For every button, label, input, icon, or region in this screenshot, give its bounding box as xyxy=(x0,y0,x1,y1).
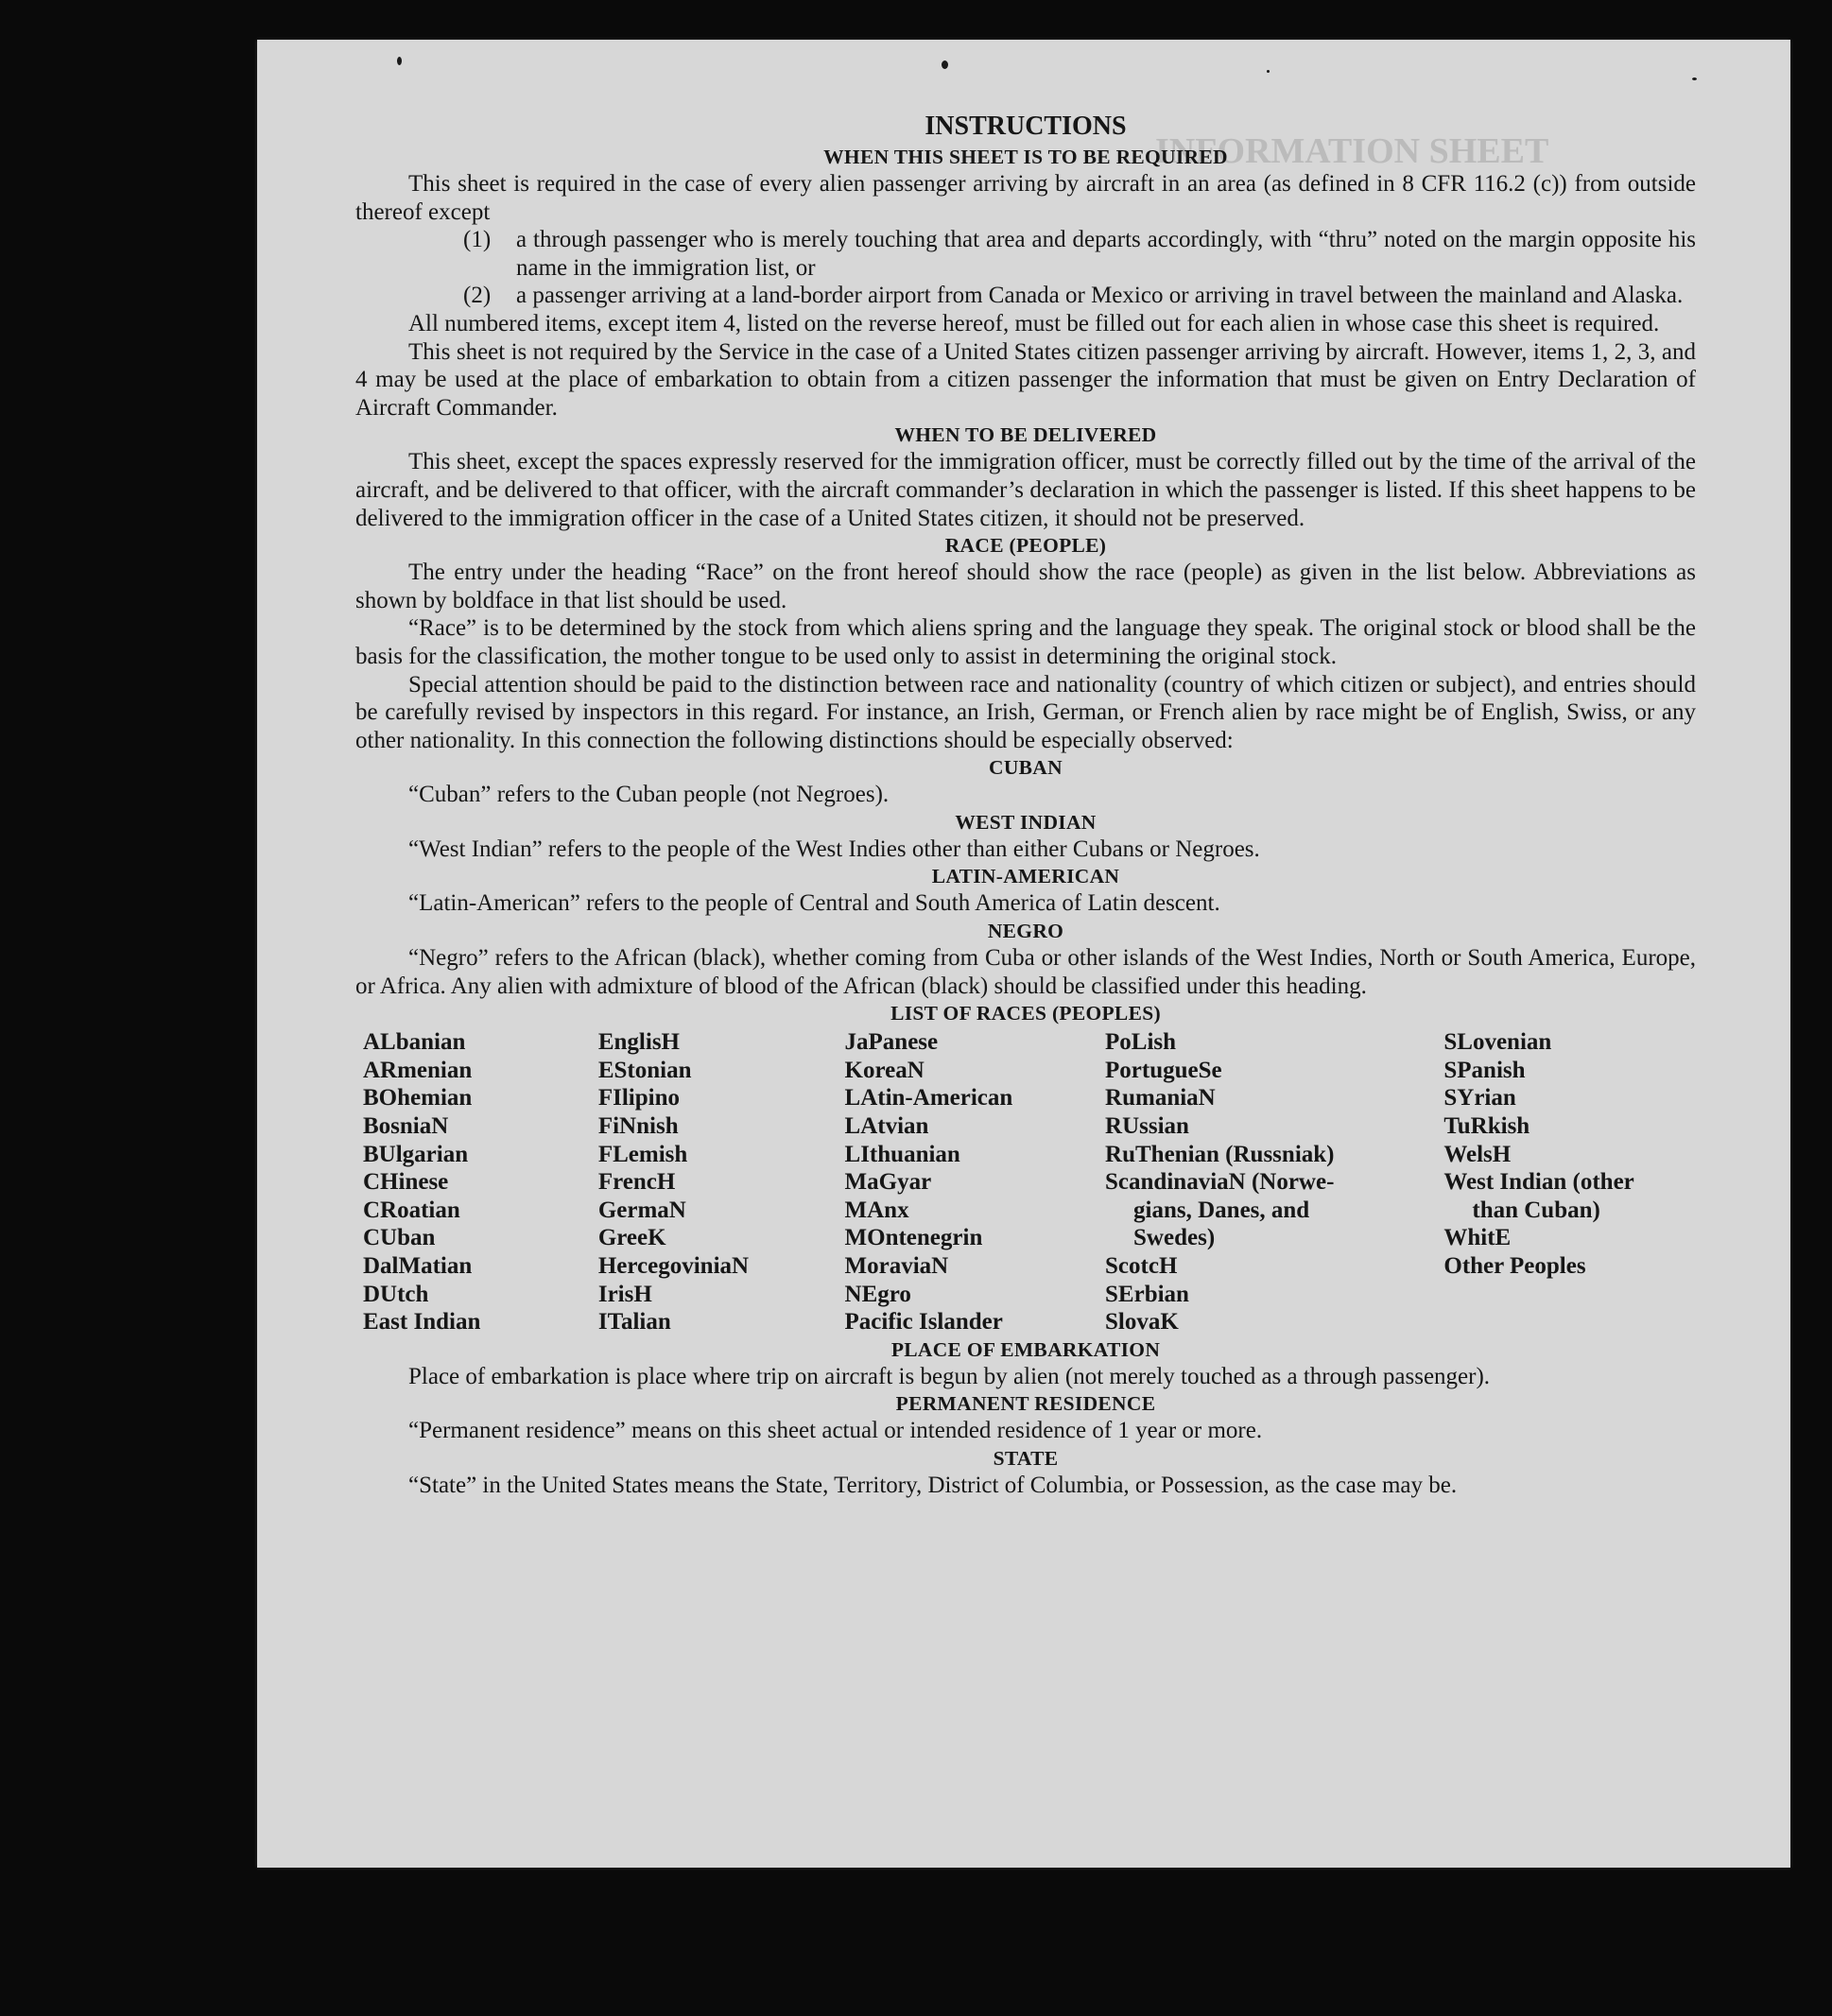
race-entry-continuation: gians, Danes, and xyxy=(1133,1197,1310,1223)
race-entry: ScandinaviaN (Norwe- xyxy=(1105,1169,1335,1196)
races-list xyxy=(355,1028,1696,1336)
page-title: INSTRUCTIONS xyxy=(925,112,1127,141)
paragraph-race-entry: The entry under the heading “Race” on the front hereof should show the race (people) as given in the list below. Abbreviations as shown by boldface in that list should be used. xyxy=(355,560,1696,613)
race-entry: Other Peoples xyxy=(1443,1253,1586,1279)
race-entry: RuThenian (Russniak) xyxy=(1105,1141,1335,1167)
race-entry: WelsH xyxy=(1443,1141,1512,1167)
race-entry: FLemish xyxy=(597,1141,688,1167)
race-entry: LAtin-American xyxy=(844,1085,1013,1111)
section-heading-negro: NEGRO xyxy=(987,920,1064,943)
race-entry: MAnx xyxy=(844,1197,909,1223)
race-entry: BosniaN xyxy=(363,1113,449,1140)
paragraph-intro: This sheet is required in the case of every alien passenger arriving by aircraft in an area (as defined in 8 CFR 116.2 (c)) from outside thereof except xyxy=(355,171,1696,225)
paragraph-race-nationality: Special attention should be paid to the distinction between race and nationality (country of which citizen or subject), and entries should be carefully revised by inspectors in this regard. For instance, an Irish, German, or French alien by race might be of English, Swiss, or any other nationality. In this connection the following distinctions should be especially observed: xyxy=(355,671,1696,753)
race-entry: FIlipino xyxy=(597,1085,680,1111)
race-entry: SPanish xyxy=(1443,1057,1526,1083)
paragraph-citizen: This sheet is not required by the Service in the case of a United States citizen passenger arriving by aircraft. However, items 1, 2, 3, and 4 may be used at the place of embarkation to obtain from a citizen passenger the information that must be given on Entry Declaration of Aircraft Commander. xyxy=(355,338,1696,421)
races-column-2 xyxy=(598,1028,845,1336)
race-entry: HercegoviniaN xyxy=(597,1253,750,1279)
race-entry: CUban xyxy=(363,1225,436,1251)
race-entry: SYrian xyxy=(1443,1085,1516,1111)
race-entry: JaPanese xyxy=(844,1029,939,1056)
race-entry: East Indian xyxy=(363,1309,481,1335)
race-entry: ITalian xyxy=(597,1309,671,1335)
paragraph-latin-american: “Latin-American” refers to the people of Central and South America of Latin descent. xyxy=(408,890,1220,917)
race-entry: ARmenian xyxy=(363,1057,473,1083)
list-item-text: a through passenger who is merely touching that area and departs accordingly, with “thru” noted on the margin opposite his name in the immigration list, or xyxy=(516,227,1696,281)
race-entry: GreeK xyxy=(597,1225,666,1251)
races-column-5 xyxy=(1443,1028,1696,1336)
race-entry: KoreaN xyxy=(844,1057,925,1083)
race-entry-continuation: Swedes) xyxy=(1133,1225,1216,1251)
list-item-text: a passenger arriving at a land-border airport from Canada or Mexico or arriving in travel between the mainland and Alaska. xyxy=(516,283,1684,309)
list-item-number: (1) xyxy=(463,227,492,253)
instructions-content xyxy=(355,110,1696,1500)
section-heading-cuban: CUBAN xyxy=(989,756,1063,780)
bleed-through-text: INFORMATION SHEET xyxy=(1155,131,1549,171)
race-entry: NEgro xyxy=(844,1281,911,1307)
races-column-3 xyxy=(845,1028,1106,1336)
race-entry: CHinese xyxy=(363,1169,449,1196)
paragraph-delivery: This sheet, except the spaces expressly reserved for the immigration officer, must be correctly filled out by the time of the arrival of the aircraft, and be delivered to that officer, with the aircraft commander’s declaration in which the passenger is listed. If this sheet happens to be delivered to the immigration officer in the case of a United States citizen, it should not be preserved. xyxy=(355,449,1696,531)
list-item-2 xyxy=(355,282,1696,310)
race-entry: FiNnish xyxy=(597,1113,679,1140)
race-entry: DUtch xyxy=(363,1281,429,1307)
section-heading-when-required: WHEN THIS SHEET IS TO BE REQUIRED xyxy=(823,146,1228,168)
speck xyxy=(1692,78,1697,80)
paragraph-west-indian: “West Indian” refers to the people of the West Indies other than either Cubans or Negroes. xyxy=(408,836,1260,862)
section-heading-latin-american: LATIN-AMERICAN xyxy=(931,865,1120,888)
paragraph-cuban: “Cuban” refers to the Cuban people (not Negroes). xyxy=(408,782,890,808)
race-entry: DalMatian xyxy=(363,1253,473,1279)
section-heading-west-indian: WEST INDIAN xyxy=(955,810,1097,834)
section-heading-embarkation: PLACE OF EMBARKATION xyxy=(890,1337,1161,1361)
paragraph-negro: “Negro” refers to the African (black), whether coming from Cuba or other islands of the West Indies, North or South America, Europe, or Africa. Any alien with admixture of blood of the African (black) should be classified under this heading. xyxy=(355,945,1696,999)
race-entry: MOntenegrin xyxy=(844,1225,983,1251)
race-entry: SErbian xyxy=(1105,1281,1189,1307)
race-entry: EStonian xyxy=(597,1057,692,1083)
race-entry: Pacific Islander xyxy=(844,1309,1003,1335)
race-entry: PoLish xyxy=(1105,1029,1177,1056)
speck xyxy=(942,60,948,69)
paragraph-numbered-items: All numbered items, except item 4, listed on the reverse hereof, must be filled out for each alien in whose case this sheet is required. xyxy=(408,310,1660,336)
list-item-1 xyxy=(355,226,1696,282)
section-heading-race: RACE (PEOPLE) xyxy=(944,534,1107,558)
race-entry: PortugueSe xyxy=(1105,1057,1222,1083)
race-entry: West Indian (other xyxy=(1443,1169,1634,1196)
race-entry: IrisH xyxy=(597,1281,652,1307)
race-entry: BOhemian xyxy=(363,1085,473,1111)
races-column-1 xyxy=(355,1028,598,1336)
list-item-number: (2) xyxy=(463,283,492,309)
paragraph-permanent-residence: “Permanent residence” means on this sheet actual or intended residence of 1 year or more. xyxy=(408,1418,1263,1444)
race-entry: MoraviaN xyxy=(844,1253,949,1279)
section-heading-when-delivered: WHEN TO BE DELIVERED xyxy=(894,423,1157,447)
race-entry: LAtvian xyxy=(844,1113,929,1140)
race-entry: RUssian xyxy=(1105,1113,1189,1140)
race-entry: MaGyar xyxy=(844,1169,932,1196)
race-entry: SlovaK xyxy=(1105,1309,1179,1335)
race-entry: WhitE xyxy=(1443,1225,1512,1251)
speck xyxy=(397,57,402,65)
race-entry: LIthuanian xyxy=(844,1141,960,1167)
section-heading-state: STATE xyxy=(993,1446,1059,1470)
document-sheet xyxy=(257,40,1790,1868)
race-entry: ScotcH xyxy=(1105,1253,1178,1279)
section-heading-permanent-residence: PERMANENT RESIDENCE xyxy=(895,1392,1156,1416)
paragraph-state: “State” in the United States means the State, Territory, District of Columbia, or Possession, as the case may be. xyxy=(408,1472,1458,1498)
race-entry: RumaniaN xyxy=(1105,1085,1216,1111)
race-entry: GermaN xyxy=(597,1197,686,1223)
race-entry: EnglisH xyxy=(597,1029,680,1056)
race-entry-continuation: than Cuban) xyxy=(1472,1197,1600,1223)
race-entry: ALbanian xyxy=(363,1029,466,1056)
race-entry: CRoatian xyxy=(363,1197,460,1223)
paragraph-race-definition: “Race” is to be determined by the stock from which aliens spring and the language they speak. The original stock or blood shall be the basis for the classification, the mother tongue to be used only to assist in determining the original stock. xyxy=(355,615,1696,669)
race-entry: TuRkish xyxy=(1443,1113,1530,1140)
paragraph-embarkation: Place of embarkation is place where trip on aircraft is begun by alien (not merely touched as a through passenger). xyxy=(408,1363,1491,1389)
speck xyxy=(1267,70,1270,73)
races-column-4 xyxy=(1105,1028,1377,1336)
race-entry: SLovenian xyxy=(1443,1029,1552,1056)
race-entry: BUlgarian xyxy=(363,1141,469,1167)
section-heading-list-of-races: LIST OF RACES (PEOPLES) xyxy=(890,1002,1161,1025)
race-entry: FrencH xyxy=(597,1169,676,1196)
